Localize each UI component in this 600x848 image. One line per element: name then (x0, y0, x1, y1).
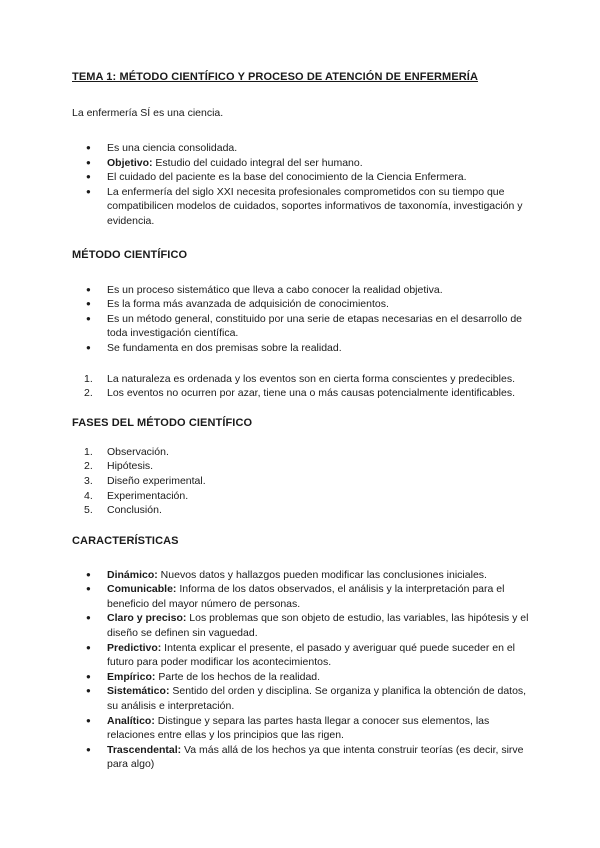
caracteristicas-bullet-list (72, 568, 530, 772)
document-title: TEMA 1: MÉTODO CIENTÍFICO Y PROCESO DE ATENCIÓN DE ENFERMERÍA (72, 71, 479, 83)
list-item: ● Sistemático: Sentido del orden y disciplina. Se organiza y planifica la obtención de datos, su análisis e interpretación. (72, 684, 530, 713)
list-item: 4. Experimentación. (84, 489, 189, 502)
metodo-bullet-list (72, 283, 530, 356)
list-item: ● Es un proceso sistemático que lleva a cabo conocer la realidad objetiva. (72, 283, 530, 298)
list-item: ● La enfermería del siglo XXI necesita profesionales comprometidos con su tiempo que compatibilicen modelos de cuidados, soportes informativos de taxonomía, investigación y evidencia. (72, 185, 530, 229)
list-item: ● Empírico: Parte de los hechos de la realidad. (72, 670, 530, 685)
list-item: ● El cuidado del paciente es la base del conocimiento de la Ciencia Enfermera. (72, 170, 530, 185)
list-item: 1. Observación. (84, 445, 169, 458)
fases-numbered-list (72, 445, 530, 518)
list-item: 3. Diseño experimental. (84, 474, 206, 487)
list-item: ● Es la forma más avanzada de adquisición de conocimientos. (72, 297, 530, 312)
list-item: ● Trascendental: Va más allá de los hechos ya que intenta construir teorías (es decir, sirve para algo) (72, 743, 530, 772)
premisas-numbered-list (72, 372, 530, 401)
list-item: 2. Hipótesis. (84, 460, 154, 473)
list-item: 5. Conclusión. (84, 504, 162, 517)
list-item: ● Dinámico: Nuevos datos y hallazgos pueden modificar las conclusiones iniciales. (72, 568, 530, 583)
intro-text: La enfermería SÍ es una ciencia. (72, 107, 224, 119)
list-item: 2. Los eventos no ocurren por azar, tiene una o más causas potencialmente identificables. (84, 387, 515, 400)
list-item: ● Es una ciencia consolidada. (72, 141, 530, 156)
list-item: ● Se fundamenta en dos premisas sobre la realidad. (72, 341, 530, 356)
section-heading-fases: FASES DEL MÉTODO CIENTÍFICO (72, 416, 253, 429)
section-heading-metodo: MÉTODO CIENTÍFICO (72, 248, 188, 261)
list-item: ● Predictivo: Intenta explicar el presente, el pasado y averiguar qué puede suceder en el futuro para poder modificar los acontecimientos. (72, 641, 530, 670)
intro-bullet-list (72, 141, 530, 229)
list-item: ● Comunicable: Informa de los datos observados, el análisis y la interpretación para el beneficio del mayor número de personas. (72, 582, 530, 611)
list-item: ● Objetivo: Estudio del cuidado integral del ser humano. (72, 156, 530, 171)
list-item: ● Analítico: Distingue y separa las partes hasta llegar a conocer sus elementos, las relaciones entre ellas y los principios que las rigen. (72, 714, 530, 743)
list-item: ● Claro y preciso: Los problemas que son objeto de estudio, las variables, las hipótesis y el diseño se definen sin vaguedad. (72, 611, 530, 640)
section-heading-caracteristicas: CARACTERÍSTICAS (72, 534, 179, 547)
list-item: 1. La naturaleza es ordenada y los eventos son en cierta forma conscientes y predecibles. (84, 372, 515, 385)
list-item: ● Es un método general, constituido por una serie de etapas necesarias en el desarrollo de toda investigación científica. (72, 312, 530, 341)
